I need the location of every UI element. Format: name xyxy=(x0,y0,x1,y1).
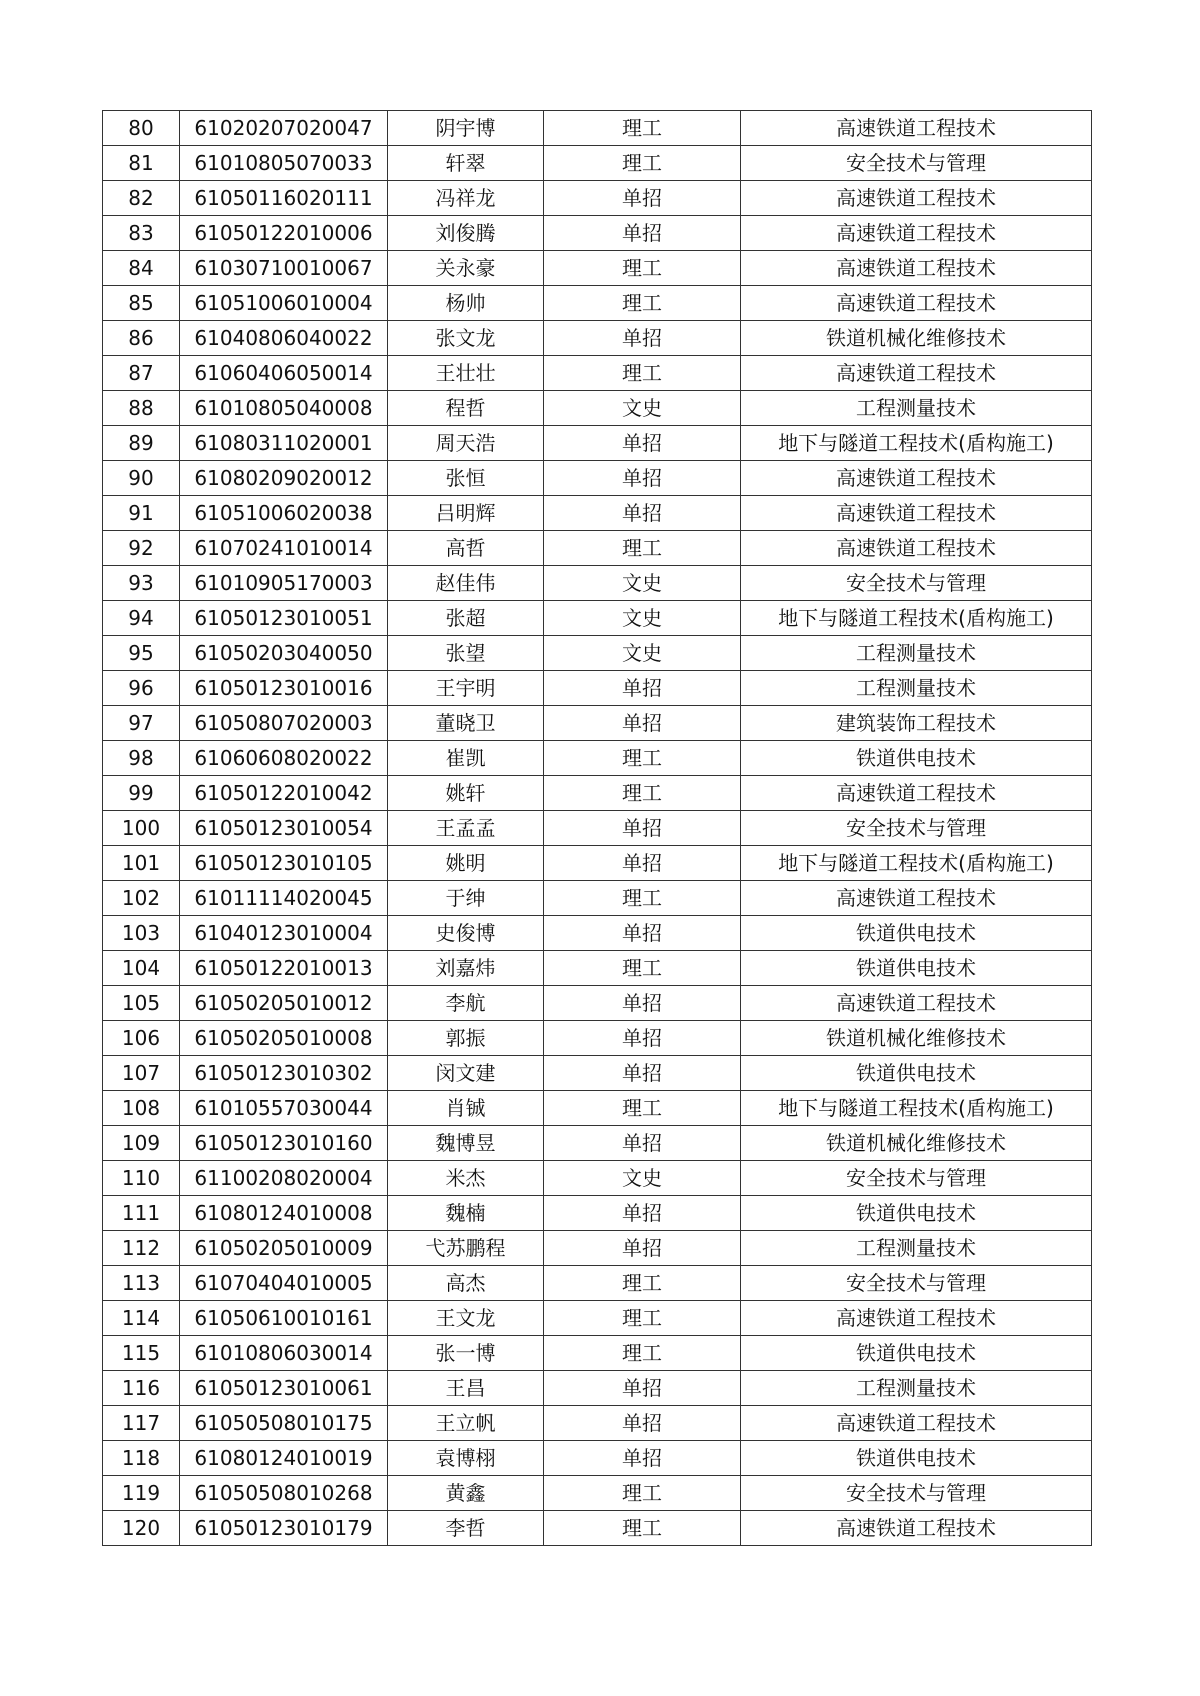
candidate-id-cell: 61080311020001 xyxy=(180,426,388,461)
table-row xyxy=(103,1406,1092,1441)
category-cell: 单招 xyxy=(544,496,741,531)
category-cell: 单招 xyxy=(544,1126,741,1161)
category-cell: 单招 xyxy=(544,426,741,461)
major-cell: 铁道机械化维修技术 xyxy=(741,321,1092,356)
category-cell: 单招 xyxy=(544,461,741,496)
candidate-id-cell: 61060608020022 xyxy=(180,741,388,776)
student-name-cell: 闵文建 xyxy=(388,1056,544,1091)
category-cell: 单招 xyxy=(544,671,741,706)
student-name-cell: 魏博昱 xyxy=(388,1126,544,1161)
major-cell: 铁道供电技术 xyxy=(741,741,1092,776)
student-name-cell: 高杰 xyxy=(388,1266,544,1301)
row-number-cell: 109 xyxy=(103,1126,180,1161)
major-cell: 铁道供电技术 xyxy=(741,951,1092,986)
category-cell: 理工 xyxy=(544,1266,741,1301)
student-name-cell: 崔凯 xyxy=(388,741,544,776)
row-number-cell: 87 xyxy=(103,356,180,391)
candidate-id-cell: 61010905170003 xyxy=(180,566,388,601)
category-cell: 单招 xyxy=(544,1371,741,1406)
table-row xyxy=(103,1476,1092,1511)
student-name-cell: 张超 xyxy=(388,601,544,636)
table-row xyxy=(103,1231,1092,1266)
table-row xyxy=(103,916,1092,951)
table-row xyxy=(103,811,1092,846)
student-name-cell: 关永豪 xyxy=(388,251,544,286)
student-name-cell: 高哲 xyxy=(388,531,544,566)
admission-list-table xyxy=(102,110,1092,1546)
table-row xyxy=(103,671,1092,706)
row-number-cell: 85 xyxy=(103,286,180,321)
table-row xyxy=(103,1266,1092,1301)
candidate-id-cell: 61080124010019 xyxy=(180,1441,388,1476)
major-cell: 高速铁道工程技术 xyxy=(741,461,1092,496)
candidate-id-cell: 61050205010009 xyxy=(180,1231,388,1266)
row-number-cell: 88 xyxy=(103,391,180,426)
category-cell: 理工 xyxy=(544,1091,741,1126)
major-cell: 安全技术与管理 xyxy=(741,1161,1092,1196)
major-cell: 高速铁道工程技术 xyxy=(741,251,1092,286)
table-row xyxy=(103,846,1092,881)
category-cell: 文史 xyxy=(544,391,741,426)
student-name-cell: 郭振 xyxy=(388,1021,544,1056)
major-cell: 高速铁道工程技术 xyxy=(741,986,1092,1021)
student-name-cell: 袁博栩 xyxy=(388,1441,544,1476)
candidate-id-cell: 61050123010302 xyxy=(180,1056,388,1091)
category-cell: 理工 xyxy=(544,1336,741,1371)
row-number-cell: 86 xyxy=(103,321,180,356)
candidate-id-cell: 61050123010061 xyxy=(180,1371,388,1406)
major-cell: 铁道供电技术 xyxy=(741,1056,1092,1091)
student-name-cell: 史俊博 xyxy=(388,916,544,951)
row-number-cell: 83 xyxy=(103,216,180,251)
category-cell: 文史 xyxy=(544,636,741,671)
major-cell: 高速铁道工程技术 xyxy=(741,1406,1092,1441)
major-cell: 安全技术与管理 xyxy=(741,1266,1092,1301)
category-cell: 单招 xyxy=(544,1021,741,1056)
category-cell: 理工 xyxy=(544,1301,741,1336)
category-cell: 单招 xyxy=(544,1196,741,1231)
student-name-cell: 王昌 xyxy=(388,1371,544,1406)
table-row xyxy=(103,951,1092,986)
table-row xyxy=(103,601,1092,636)
table-row xyxy=(103,496,1092,531)
major-cell: 安全技术与管理 xyxy=(741,1476,1092,1511)
category-cell: 单招 xyxy=(544,916,741,951)
major-cell: 高速铁道工程技术 xyxy=(741,356,1092,391)
candidate-id-cell: 61010805040008 xyxy=(180,391,388,426)
candidate-id-cell: 61051006020038 xyxy=(180,496,388,531)
category-cell: 单招 xyxy=(544,181,741,216)
category-cell: 理工 xyxy=(544,356,741,391)
table-row xyxy=(103,531,1092,566)
student-name-cell: 李哲 xyxy=(388,1511,544,1546)
category-cell: 理工 xyxy=(544,776,741,811)
student-name-cell: 于绅 xyxy=(388,881,544,916)
major-cell: 高速铁道工程技术 xyxy=(741,881,1092,916)
table-row xyxy=(103,111,1092,146)
category-cell: 理工 xyxy=(544,741,741,776)
candidate-id-cell: 61050122010006 xyxy=(180,216,388,251)
category-cell: 单招 xyxy=(544,321,741,356)
major-cell: 铁道机械化维修技术 xyxy=(741,1126,1092,1161)
student-name-cell: 张恒 xyxy=(388,461,544,496)
student-name-cell: 张望 xyxy=(388,636,544,671)
candidate-id-cell: 61050123010051 xyxy=(180,601,388,636)
candidate-id-cell: 61050205010012 xyxy=(180,986,388,1021)
student-name-cell: 张一博 xyxy=(388,1336,544,1371)
table-row xyxy=(103,1021,1092,1056)
row-number-cell: 94 xyxy=(103,601,180,636)
row-number-cell: 112 xyxy=(103,1231,180,1266)
student-name-cell: 赵佳伟 xyxy=(388,566,544,601)
table-row xyxy=(103,1511,1092,1546)
table-body xyxy=(103,111,1092,1546)
major-cell: 铁道供电技术 xyxy=(741,1196,1092,1231)
major-cell: 高速铁道工程技术 xyxy=(741,531,1092,566)
row-number-cell: 93 xyxy=(103,566,180,601)
row-number-cell: 107 xyxy=(103,1056,180,1091)
category-cell: 文史 xyxy=(544,601,741,636)
candidate-id-cell: 61050508010175 xyxy=(180,1406,388,1441)
row-number-cell: 82 xyxy=(103,181,180,216)
table-row xyxy=(103,356,1092,391)
row-number-cell: 81 xyxy=(103,146,180,181)
row-number-cell: 115 xyxy=(103,1336,180,1371)
category-cell: 理工 xyxy=(544,881,741,916)
row-number-cell: 118 xyxy=(103,1441,180,1476)
student-name-cell: 李航 xyxy=(388,986,544,1021)
row-number-cell: 116 xyxy=(103,1371,180,1406)
category-cell: 单招 xyxy=(544,1231,741,1266)
candidate-id-cell: 61050508010268 xyxy=(180,1476,388,1511)
table-row xyxy=(103,321,1092,356)
table-row xyxy=(103,1196,1092,1231)
category-cell: 理工 xyxy=(544,146,741,181)
major-cell: 地下与隧道工程技术(盾构施工) xyxy=(741,426,1092,461)
major-cell: 高速铁道工程技术 xyxy=(741,776,1092,811)
row-number-cell: 97 xyxy=(103,706,180,741)
major-cell: 地下与隧道工程技术(盾构施工) xyxy=(741,601,1092,636)
table-row xyxy=(103,251,1092,286)
candidate-id-cell: 61050122010042 xyxy=(180,776,388,811)
row-number-cell: 108 xyxy=(103,1091,180,1126)
table-row xyxy=(103,1336,1092,1371)
category-cell: 理工 xyxy=(544,111,741,146)
student-name-cell: 吕明辉 xyxy=(388,496,544,531)
major-cell: 高速铁道工程技术 xyxy=(741,181,1092,216)
category-cell: 文史 xyxy=(544,566,741,601)
candidate-id-cell: 61080124010008 xyxy=(180,1196,388,1231)
student-name-cell: 张文龙 xyxy=(388,321,544,356)
table-row xyxy=(103,706,1092,741)
student-name-cell: 弋苏鹏程 xyxy=(388,1231,544,1266)
candidate-id-cell: 61080209020012 xyxy=(180,461,388,496)
category-cell: 理工 xyxy=(544,1476,741,1511)
candidate-id-cell: 61011114020045 xyxy=(180,881,388,916)
candidate-id-cell: 61050122010013 xyxy=(180,951,388,986)
major-cell: 高速铁道工程技术 xyxy=(741,111,1092,146)
row-number-cell: 104 xyxy=(103,951,180,986)
candidate-id-cell: 61050205010008 xyxy=(180,1021,388,1056)
major-cell: 铁道机械化维修技术 xyxy=(741,1021,1092,1056)
table-row xyxy=(103,216,1092,251)
category-cell: 单招 xyxy=(544,216,741,251)
major-cell: 铁道供电技术 xyxy=(741,1336,1092,1371)
category-cell: 单招 xyxy=(544,986,741,1021)
row-number-cell: 95 xyxy=(103,636,180,671)
table-row xyxy=(103,461,1092,496)
major-cell: 工程测量技术 xyxy=(741,1371,1092,1406)
candidate-id-cell: 61050123010105 xyxy=(180,846,388,881)
row-number-cell: 80 xyxy=(103,111,180,146)
row-number-cell: 84 xyxy=(103,251,180,286)
category-cell: 单招 xyxy=(544,811,741,846)
table-row xyxy=(103,146,1092,181)
major-cell: 安全技术与管理 xyxy=(741,566,1092,601)
table-row xyxy=(103,1371,1092,1406)
category-cell: 理工 xyxy=(544,1511,741,1546)
row-number-cell: 111 xyxy=(103,1196,180,1231)
major-cell: 地下与隧道工程技术(盾构施工) xyxy=(741,846,1092,881)
major-cell: 高速铁道工程技术 xyxy=(741,496,1092,531)
candidate-id-cell: 61070241010014 xyxy=(180,531,388,566)
student-name-cell: 刘嘉炜 xyxy=(388,951,544,986)
student-name-cell: 魏楠 xyxy=(388,1196,544,1231)
student-name-cell: 刘俊腾 xyxy=(388,216,544,251)
student-name-cell: 姚明 xyxy=(388,846,544,881)
student-name-cell: 程哲 xyxy=(388,391,544,426)
student-name-cell: 米杰 xyxy=(388,1161,544,1196)
major-cell: 建筑装饰工程技术 xyxy=(741,706,1092,741)
major-cell: 工程测量技术 xyxy=(741,391,1092,426)
table-row xyxy=(103,741,1092,776)
table-row xyxy=(103,986,1092,1021)
row-number-cell: 91 xyxy=(103,496,180,531)
table-row xyxy=(103,1056,1092,1091)
candidate-id-cell: 61070404010005 xyxy=(180,1266,388,1301)
category-cell: 理工 xyxy=(544,951,741,986)
category-cell: 单招 xyxy=(544,1441,741,1476)
table-row xyxy=(103,181,1092,216)
student-name-cell: 王宇明 xyxy=(388,671,544,706)
table-row xyxy=(103,391,1092,426)
category-cell: 单招 xyxy=(544,706,741,741)
student-name-cell: 冯祥龙 xyxy=(388,181,544,216)
candidate-id-cell: 61040123010004 xyxy=(180,916,388,951)
candidate-id-cell: 61050123010160 xyxy=(180,1126,388,1161)
row-number-cell: 89 xyxy=(103,426,180,461)
candidate-id-cell: 61050610010161 xyxy=(180,1301,388,1336)
major-cell: 高速铁道工程技术 xyxy=(741,216,1092,251)
row-number-cell: 90 xyxy=(103,461,180,496)
student-name-cell: 轩翠 xyxy=(388,146,544,181)
student-name-cell: 王孟孟 xyxy=(388,811,544,846)
table-row xyxy=(103,1301,1092,1336)
candidate-id-cell: 61020207020047 xyxy=(180,111,388,146)
candidate-id-cell: 61050807020003 xyxy=(180,706,388,741)
table-row xyxy=(103,776,1092,811)
candidate-id-cell: 61050123010054 xyxy=(180,811,388,846)
row-number-cell: 106 xyxy=(103,1021,180,1056)
row-number-cell: 119 xyxy=(103,1476,180,1511)
candidate-id-cell: 61030710010067 xyxy=(180,251,388,286)
row-number-cell: 98 xyxy=(103,741,180,776)
candidate-id-cell: 61010805070033 xyxy=(180,146,388,181)
major-cell: 工程测量技术 xyxy=(741,1231,1092,1266)
category-cell: 理工 xyxy=(544,531,741,566)
category-cell: 理工 xyxy=(544,286,741,321)
row-number-cell: 103 xyxy=(103,916,180,951)
category-cell: 单招 xyxy=(544,1406,741,1441)
student-name-cell: 阴宇博 xyxy=(388,111,544,146)
row-number-cell: 96 xyxy=(103,671,180,706)
candidate-id-cell: 61010557030044 xyxy=(180,1091,388,1126)
major-cell: 工程测量技术 xyxy=(741,636,1092,671)
row-number-cell: 92 xyxy=(103,531,180,566)
row-number-cell: 101 xyxy=(103,846,180,881)
table-row xyxy=(103,1161,1092,1196)
major-cell: 高速铁道工程技术 xyxy=(741,1301,1092,1336)
candidate-id-cell: 61100208020004 xyxy=(180,1161,388,1196)
row-number-cell: 110 xyxy=(103,1161,180,1196)
major-cell: 高速铁道工程技术 xyxy=(741,286,1092,321)
category-cell: 理工 xyxy=(544,251,741,286)
table-row xyxy=(103,881,1092,916)
student-name-cell: 周天浩 xyxy=(388,426,544,461)
candidate-id-cell: 61050116020111 xyxy=(180,181,388,216)
candidate-id-cell: 61050203040050 xyxy=(180,636,388,671)
major-cell: 地下与隧道工程技术(盾构施工) xyxy=(741,1091,1092,1126)
candidate-id-cell: 61050123010016 xyxy=(180,671,388,706)
student-name-cell: 杨帅 xyxy=(388,286,544,321)
row-number-cell: 100 xyxy=(103,811,180,846)
student-name-cell: 肖铖 xyxy=(388,1091,544,1126)
table-row xyxy=(103,1126,1092,1161)
row-number-cell: 114 xyxy=(103,1301,180,1336)
row-number-cell: 117 xyxy=(103,1406,180,1441)
row-number-cell: 105 xyxy=(103,986,180,1021)
table-row xyxy=(103,1441,1092,1476)
table-row xyxy=(103,566,1092,601)
row-number-cell: 120 xyxy=(103,1511,180,1546)
category-cell: 单招 xyxy=(544,846,741,881)
category-cell: 单招 xyxy=(544,1056,741,1091)
table-row xyxy=(103,426,1092,461)
candidate-id-cell: 61051006010004 xyxy=(180,286,388,321)
table-row xyxy=(103,1091,1092,1126)
major-cell: 铁道供电技术 xyxy=(741,916,1092,951)
major-cell: 工程测量技术 xyxy=(741,671,1092,706)
student-name-cell: 王壮壮 xyxy=(388,356,544,391)
student-name-cell: 董晓卫 xyxy=(388,706,544,741)
category-cell: 文史 xyxy=(544,1161,741,1196)
row-number-cell: 102 xyxy=(103,881,180,916)
candidate-id-cell: 61050123010179 xyxy=(180,1511,388,1546)
major-cell: 铁道供电技术 xyxy=(741,1441,1092,1476)
major-cell: 安全技术与管理 xyxy=(741,146,1092,181)
student-name-cell: 姚轩 xyxy=(388,776,544,811)
table-row xyxy=(103,636,1092,671)
candidate-id-cell: 61040806040022 xyxy=(180,321,388,356)
major-cell: 高速铁道工程技术 xyxy=(741,1511,1092,1546)
student-name-cell: 王文龙 xyxy=(388,1301,544,1336)
student-name-cell: 王立帆 xyxy=(388,1406,544,1441)
row-number-cell: 113 xyxy=(103,1266,180,1301)
candidate-id-cell: 61010806030014 xyxy=(180,1336,388,1371)
table-row xyxy=(103,286,1092,321)
row-number-cell: 99 xyxy=(103,776,180,811)
candidate-id-cell: 61060406050014 xyxy=(180,356,388,391)
major-cell: 安全技术与管理 xyxy=(741,811,1092,846)
student-name-cell: 黄鑫 xyxy=(388,1476,544,1511)
